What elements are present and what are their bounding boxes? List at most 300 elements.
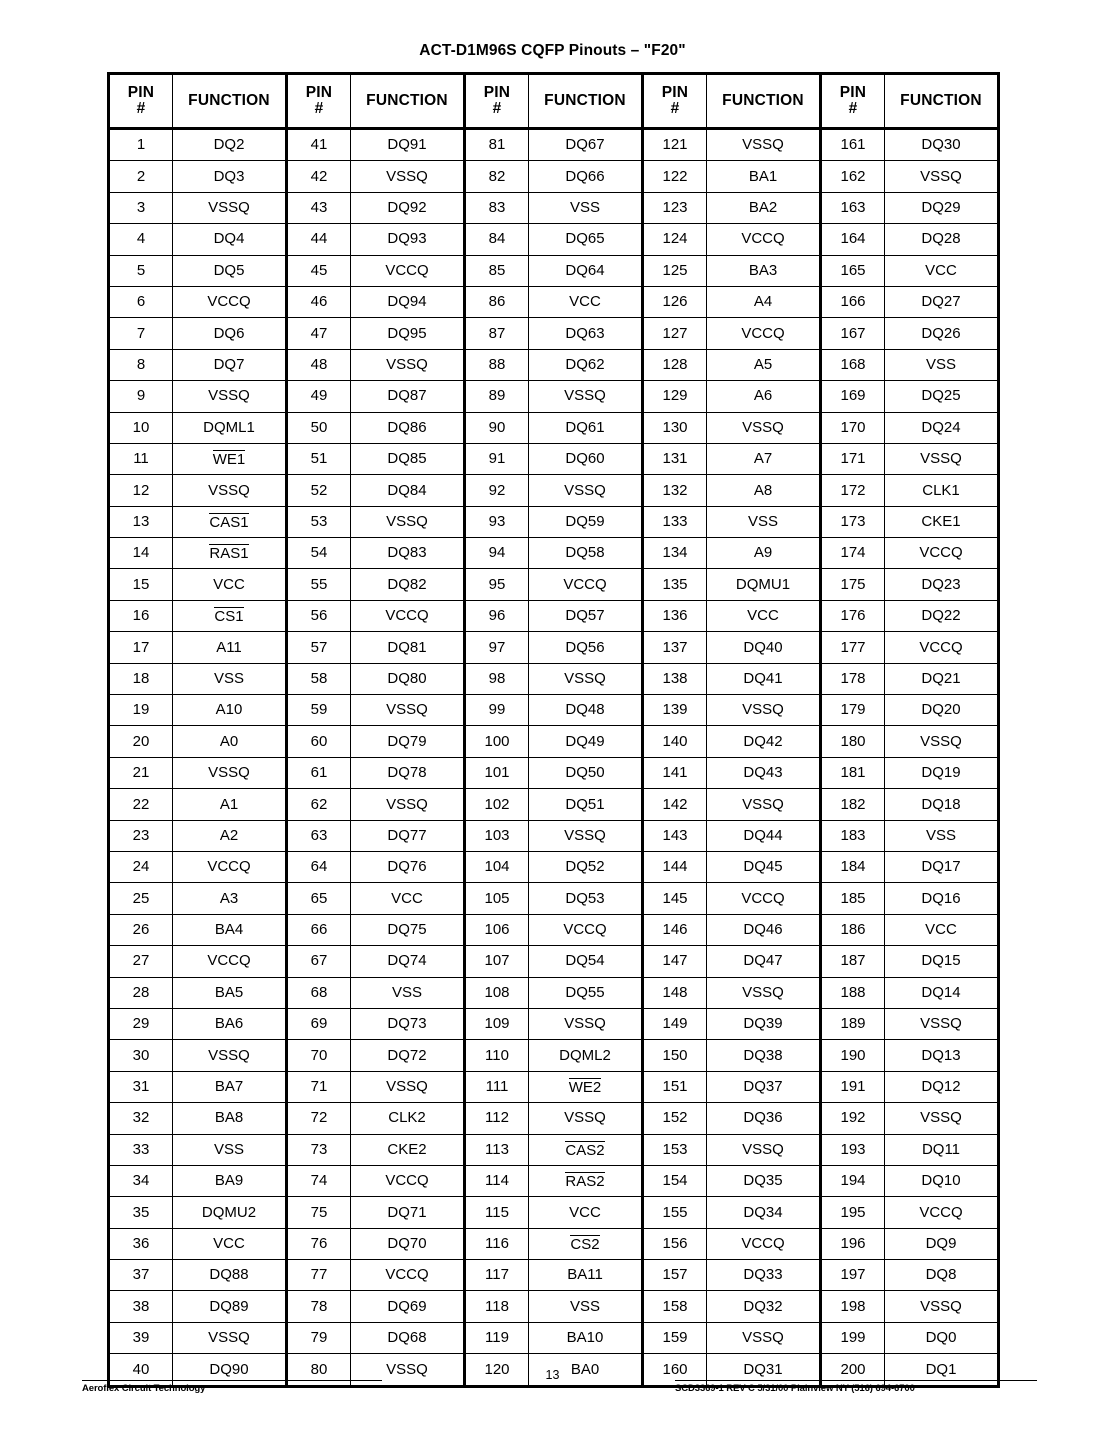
- pin-function-cell: DQ58: [529, 538, 643, 569]
- pin-function-cell: BA8: [173, 1103, 287, 1134]
- pin-number-cell: 197: [821, 1260, 885, 1291]
- pin-function-cell: DQ85: [351, 443, 465, 474]
- pin-function-cell: DQ88: [173, 1260, 287, 1291]
- pin-number-cell: 114: [465, 1165, 529, 1196]
- header-function-2: FUNCTION: [351, 74, 465, 129]
- pin-function-cell: VSSQ: [707, 129, 821, 161]
- pin-number-cell: 8: [109, 349, 173, 380]
- pin-number-cell: 154: [643, 1165, 707, 1196]
- pin-function-cell: DQ23: [885, 569, 999, 600]
- pin-function-cell: CLK1: [885, 475, 999, 506]
- pin-number-cell: 52: [287, 475, 351, 506]
- header-pin-hash: #: [670, 100, 680, 117]
- pin-function-cell: [529, 1071, 643, 1102]
- pin-function-cell: DQ67: [529, 129, 643, 161]
- pin-function-cell: DQ86: [351, 412, 465, 443]
- pin-function-cell: DQ37: [707, 1071, 821, 1102]
- pin-number-cell: 76: [287, 1228, 351, 1259]
- pin-function-cell: VCCQ: [885, 632, 999, 663]
- pin-function-cell: VSSQ: [173, 475, 287, 506]
- pin-number-cell: 84: [465, 224, 529, 255]
- header-pin-label: PIN: [661, 83, 689, 101]
- table-row: [109, 538, 999, 569]
- table-row: [109, 883, 999, 914]
- pin-function-cell: BA2: [707, 192, 821, 223]
- pin-number-cell: 123: [643, 192, 707, 223]
- table-row: [109, 349, 999, 380]
- pin-number-cell: 128: [643, 349, 707, 380]
- header-pin-label: PIN: [305, 83, 333, 101]
- pin-number-cell: 148: [643, 977, 707, 1008]
- header-pin-hash: #: [314, 100, 324, 117]
- header-pin-label: PIN: [127, 83, 155, 101]
- pin-number-cell: 86: [465, 286, 529, 317]
- pin-function-cell: VCC: [885, 914, 999, 945]
- pin-number-cell: 96: [465, 600, 529, 631]
- pin-number-cell: 196: [821, 1228, 885, 1259]
- pin-function-cell: VSS: [529, 192, 643, 223]
- table-row: [109, 381, 999, 412]
- footer-page-number: 13: [545, 1368, 560, 1382]
- pin-function-cell: VSS: [529, 1291, 643, 1322]
- pin-function-cell: VSS: [173, 663, 287, 694]
- pin-function-cell: VCCQ: [529, 914, 643, 945]
- pin-function-cell: BA3: [707, 255, 821, 286]
- pin-number-cell: 129: [643, 381, 707, 412]
- pin-function-cell: DQ75: [351, 914, 465, 945]
- header-function-4: FUNCTION: [707, 74, 821, 129]
- pin-function-cell: [529, 1134, 643, 1165]
- pin-function-cell: DQ33: [707, 1260, 821, 1291]
- pin-function-cell: BA9: [173, 1165, 287, 1196]
- table-header: [109, 74, 999, 129]
- pin-number-cell: 28: [109, 977, 173, 1008]
- pin-number-cell: 78: [287, 1291, 351, 1322]
- pin-number-cell: 93: [465, 506, 529, 537]
- pin-number-cell: 97: [465, 632, 529, 663]
- active-low-signal: WE2: [568, 1079, 602, 1097]
- pin-function-cell: A4: [707, 286, 821, 317]
- pin-number-cell: 118: [465, 1291, 529, 1322]
- active-low-signal: CAS2: [565, 1141, 605, 1159]
- pin-function-cell: DQ62: [529, 349, 643, 380]
- pin-function-cell: DQ0: [885, 1322, 999, 1353]
- table-row: [109, 1197, 999, 1228]
- pin-function-cell: A11: [173, 632, 287, 663]
- table-row: [109, 695, 999, 726]
- header-pin-3: [465, 74, 529, 129]
- pin-number-cell: 193: [821, 1134, 885, 1165]
- pin-function-cell: DQML1: [173, 412, 287, 443]
- pin-function-cell: DQ10: [885, 1165, 999, 1196]
- pin-number-cell: 133: [643, 506, 707, 537]
- pin-function-cell: VCCQ: [707, 318, 821, 349]
- table-row: [109, 1322, 999, 1353]
- pin-function-cell: DQ66: [529, 161, 643, 192]
- pin-number-cell: 136: [643, 600, 707, 631]
- pin-number-cell: 2: [109, 161, 173, 192]
- pin-function-cell: [529, 1165, 643, 1196]
- pin-number-cell: 120: [465, 1354, 529, 1386]
- pin-number-cell: 195: [821, 1197, 885, 1228]
- pin-function-cell: VSSQ: [707, 977, 821, 1008]
- pin-number-cell: 34: [109, 1165, 173, 1196]
- pin-function-cell: DQ2: [173, 129, 287, 161]
- pin-number-cell: 146: [643, 914, 707, 945]
- pin-number-cell: 184: [821, 851, 885, 882]
- pin-function-cell: VCC: [351, 883, 465, 914]
- pin-function-cell: VSS: [351, 977, 465, 1008]
- pin-function-cell: DQ38: [707, 1040, 821, 1071]
- pin-number-cell: 49: [287, 381, 351, 412]
- pin-number-cell: 186: [821, 914, 885, 945]
- pin-number-cell: 95: [465, 569, 529, 600]
- pin-number-cell: 38: [109, 1291, 173, 1322]
- pin-number-cell: 64: [287, 851, 351, 882]
- pin-number-cell: 57: [287, 632, 351, 663]
- table-row: [109, 1103, 999, 1134]
- pin-function-cell: VSSQ: [885, 1291, 999, 1322]
- pin-number-cell: 162: [821, 161, 885, 192]
- pin-number-cell: 23: [109, 820, 173, 851]
- pin-function-cell: A2: [173, 820, 287, 851]
- pin-number-cell: 176: [821, 600, 885, 631]
- pin-function-cell: DQ53: [529, 883, 643, 914]
- pin-function-cell: VSSQ: [173, 192, 287, 223]
- pin-number-cell: 88: [465, 349, 529, 380]
- header-function-1: FUNCTION: [173, 74, 287, 129]
- pin-number-cell: 1: [109, 129, 173, 161]
- pin-number-cell: 180: [821, 726, 885, 757]
- pin-number-cell: 43: [287, 192, 351, 223]
- pin-number-cell: 61: [287, 757, 351, 788]
- pin-number-cell: 189: [821, 1008, 885, 1039]
- pin-number-cell: 30: [109, 1040, 173, 1071]
- pin-function-cell: DQ35: [707, 1165, 821, 1196]
- pin-function-cell: VCCQ: [351, 1260, 465, 1291]
- pin-function-cell: DQ24: [885, 412, 999, 443]
- pin-number-cell: 155: [643, 1197, 707, 1228]
- pin-function-cell: A3: [173, 883, 287, 914]
- pin-number-cell: 22: [109, 789, 173, 820]
- pin-function-cell: A10: [173, 695, 287, 726]
- pin-function-cell: DQ76: [351, 851, 465, 882]
- table-row: [109, 286, 999, 317]
- pin-number-cell: 170: [821, 412, 885, 443]
- pin-function-cell: VCCQ: [707, 224, 821, 255]
- pin-function-cell: VSSQ: [885, 161, 999, 192]
- pin-number-cell: 26: [109, 914, 173, 945]
- pin-function-cell: DQ26: [885, 318, 999, 349]
- pin-number-cell: 169: [821, 381, 885, 412]
- pin-number-cell: 62: [287, 789, 351, 820]
- pin-function-cell: VCC: [529, 286, 643, 317]
- pin-number-cell: 116: [465, 1228, 529, 1259]
- pin-function-cell: DQ63: [529, 318, 643, 349]
- pin-function-cell: BA5: [173, 977, 287, 1008]
- table-row: [109, 1040, 999, 1071]
- pin-function-cell: DQ73: [351, 1008, 465, 1039]
- pin-number-cell: 199: [821, 1322, 885, 1353]
- pin-function-cell: DQ92: [351, 192, 465, 223]
- pin-function-cell: A8: [707, 475, 821, 506]
- pin-number-cell: 32: [109, 1103, 173, 1134]
- pin-function-cell: DQ59: [529, 506, 643, 537]
- pin-function-cell: DQ41: [707, 663, 821, 694]
- pin-number-cell: 194: [821, 1165, 885, 1196]
- pin-function-cell: VCC: [529, 1197, 643, 1228]
- pin-function-cell: VSSQ: [885, 1103, 999, 1134]
- pin-number-cell: 69: [287, 1008, 351, 1039]
- pin-number-cell: 164: [821, 224, 885, 255]
- pin-number-cell: 121: [643, 129, 707, 161]
- pin-function-cell: DQ91: [351, 129, 465, 161]
- pin-number-cell: 158: [643, 1291, 707, 1322]
- pin-number-cell: 107: [465, 946, 529, 977]
- pin-number-cell: 81: [465, 129, 529, 161]
- pin-number-cell: 183: [821, 820, 885, 851]
- pin-number-cell: 132: [643, 475, 707, 506]
- pin-function-cell: DQ9: [885, 1228, 999, 1259]
- pin-function-cell: DQ25: [885, 381, 999, 412]
- pin-function-cell: DQ65: [529, 224, 643, 255]
- table-row: [109, 192, 999, 223]
- table-row: [109, 475, 999, 506]
- pin-function-cell: VSSQ: [885, 1008, 999, 1039]
- pin-function-cell: CKE2: [351, 1134, 465, 1165]
- header-pin-4: [643, 74, 707, 129]
- pin-function-cell: DQMU2: [173, 1197, 287, 1228]
- pin-number-cell: 111: [465, 1071, 529, 1102]
- pin-function-cell: DQ83: [351, 538, 465, 569]
- pin-function-cell: [173, 443, 287, 474]
- pin-function-cell: DQ7: [173, 349, 287, 380]
- pin-function-cell: DQ56: [529, 632, 643, 663]
- pin-function-cell: DQ5: [173, 255, 287, 286]
- table-row: [109, 726, 999, 757]
- pin-number-cell: 79: [287, 1322, 351, 1353]
- pin-number-cell: 160: [643, 1354, 707, 1386]
- pin-number-cell: 150: [643, 1040, 707, 1071]
- pin-number-cell: 185: [821, 883, 885, 914]
- table-row: [109, 412, 999, 443]
- pin-function-cell: DQ14: [885, 977, 999, 1008]
- pin-number-cell: 149: [643, 1008, 707, 1039]
- header-pin-2: [287, 74, 351, 129]
- pin-function-cell: DQML2: [529, 1040, 643, 1071]
- pin-number-cell: 7: [109, 318, 173, 349]
- pin-function-cell: DQ90: [173, 1354, 287, 1386]
- pin-number-cell: 71: [287, 1071, 351, 1102]
- pin-function-cell: DQ13: [885, 1040, 999, 1071]
- pin-function-cell: DQ39: [707, 1008, 821, 1039]
- table-row: [109, 977, 999, 1008]
- table-body: [109, 129, 999, 1387]
- pin-number-cell: 67: [287, 946, 351, 977]
- pin-number-cell: 127: [643, 318, 707, 349]
- pin-number-cell: 82: [465, 161, 529, 192]
- pin-function-cell: VCC: [173, 1228, 287, 1259]
- pin-number-cell: 103: [465, 820, 529, 851]
- pin-number-cell: 104: [465, 851, 529, 882]
- pin-function-cell: VSSQ: [173, 757, 287, 788]
- table-row: [109, 129, 999, 161]
- pin-function-cell: DQ3: [173, 161, 287, 192]
- pin-number-cell: 110: [465, 1040, 529, 1071]
- pin-function-cell: DQ78: [351, 757, 465, 788]
- pin-number-cell: 165: [821, 255, 885, 286]
- table-row: [109, 1134, 999, 1165]
- table-row: [109, 1165, 999, 1196]
- pin-function-cell: DQ47: [707, 946, 821, 977]
- pin-function-cell: VSSQ: [529, 381, 643, 412]
- table-row: [109, 663, 999, 694]
- pin-number-cell: 33: [109, 1134, 173, 1165]
- pin-number-cell: 47: [287, 318, 351, 349]
- table-row: [109, 1071, 999, 1102]
- pin-function-cell: DQ74: [351, 946, 465, 977]
- pin-function-cell: [173, 600, 287, 631]
- pin-number-cell: 6: [109, 286, 173, 317]
- pin-function-cell: DQ32: [707, 1291, 821, 1322]
- pin-number-cell: 42: [287, 161, 351, 192]
- table-row: [109, 851, 999, 882]
- pin-number-cell: 15: [109, 569, 173, 600]
- header-function-5: FUNCTION: [885, 74, 999, 129]
- pinout-table: [107, 72, 1000, 1388]
- pin-number-cell: 74: [287, 1165, 351, 1196]
- pin-function-cell: DQ36: [707, 1103, 821, 1134]
- pin-function-cell: VCCQ: [885, 538, 999, 569]
- pin-function-cell: DQ64: [529, 255, 643, 286]
- pin-number-cell: 44: [287, 224, 351, 255]
- pin-number-cell: 124: [643, 224, 707, 255]
- pin-function-cell: DQ77: [351, 820, 465, 851]
- pin-function-cell: VCC: [885, 255, 999, 286]
- pin-function-cell: VSSQ: [529, 1008, 643, 1039]
- pin-number-cell: 12: [109, 475, 173, 506]
- pin-function-cell: DQ48: [529, 695, 643, 726]
- pin-function-cell: DQ61: [529, 412, 643, 443]
- header-pin-1: [109, 74, 173, 129]
- pin-number-cell: 3: [109, 192, 173, 223]
- pin-function-cell: VSSQ: [173, 381, 287, 412]
- pin-function-cell: VCCQ: [529, 569, 643, 600]
- pin-function-cell: DQ8: [885, 1260, 999, 1291]
- header-pin-label: PIN: [839, 83, 867, 101]
- pin-number-cell: 20: [109, 726, 173, 757]
- pin-function-cell: DQ95: [351, 318, 465, 349]
- pin-number-cell: 89: [465, 381, 529, 412]
- pin-number-cell: 99: [465, 695, 529, 726]
- pin-number-cell: 113: [465, 1134, 529, 1165]
- pin-function-cell: VSSQ: [351, 1354, 465, 1386]
- pin-function-cell: VSSQ: [173, 1040, 287, 1071]
- pin-number-cell: 187: [821, 946, 885, 977]
- pin-number-cell: 55: [287, 569, 351, 600]
- pin-number-cell: 191: [821, 1071, 885, 1102]
- pin-number-cell: 94: [465, 538, 529, 569]
- pin-function-cell: BA6: [173, 1008, 287, 1039]
- pin-number-cell: 119: [465, 1322, 529, 1353]
- pin-function-cell: DQ42: [707, 726, 821, 757]
- pin-number-cell: 105: [465, 883, 529, 914]
- active-low-signal: CS1: [214, 608, 244, 626]
- pin-number-cell: 59: [287, 695, 351, 726]
- pin-number-cell: 179: [821, 695, 885, 726]
- pin-function-cell: DQ6: [173, 318, 287, 349]
- pin-function-cell: DQ94: [351, 286, 465, 317]
- pin-number-cell: 200: [821, 1354, 885, 1386]
- pin-number-cell: 167: [821, 318, 885, 349]
- pin-number-cell: 37: [109, 1260, 173, 1291]
- pin-number-cell: 21: [109, 757, 173, 788]
- pin-function-cell: DQ93: [351, 224, 465, 255]
- pin-number-cell: 175: [821, 569, 885, 600]
- pin-function-cell: VSSQ: [173, 1322, 287, 1353]
- pin-function-cell: DQ34: [707, 1197, 821, 1228]
- pin-function-cell: VSSQ: [885, 726, 999, 757]
- pin-number-cell: 51: [287, 443, 351, 474]
- pin-number-cell: 142: [643, 789, 707, 820]
- pin-function-cell: DQ28: [885, 224, 999, 255]
- pin-number-cell: 181: [821, 757, 885, 788]
- pin-function-cell: DQ44: [707, 820, 821, 851]
- table-row: [109, 255, 999, 286]
- pin-number-cell: 14: [109, 538, 173, 569]
- pin-function-cell: DQ60: [529, 443, 643, 474]
- pin-function-cell: DQ40: [707, 632, 821, 663]
- pin-number-cell: 41: [287, 129, 351, 161]
- pin-number-cell: 91: [465, 443, 529, 474]
- pin-number-cell: 13: [109, 506, 173, 537]
- pin-function-cell: DQ19: [885, 757, 999, 788]
- pin-number-cell: 17: [109, 632, 173, 663]
- pin-function-cell: BA10: [529, 1322, 643, 1353]
- pin-function-cell: DQ22: [885, 600, 999, 631]
- pin-number-cell: 134: [643, 538, 707, 569]
- pin-function-cell: A9: [707, 538, 821, 569]
- pin-function-cell: VCC: [173, 569, 287, 600]
- active-low-signal: WE1: [212, 451, 246, 469]
- pin-number-cell: 188: [821, 977, 885, 1008]
- active-low-signal: CS2: [570, 1235, 600, 1253]
- pin-function-cell: DQ54: [529, 946, 643, 977]
- table-row: [109, 600, 999, 631]
- pin-number-cell: 106: [465, 914, 529, 945]
- pin-number-cell: 85: [465, 255, 529, 286]
- pin-number-cell: 58: [287, 663, 351, 694]
- pin-number-cell: 102: [465, 789, 529, 820]
- pin-function-cell: VSSQ: [351, 349, 465, 380]
- pin-function-cell: VCCQ: [173, 946, 287, 977]
- pin-function-cell: DQ1: [885, 1354, 999, 1386]
- pin-function-cell: BA1: [707, 161, 821, 192]
- pin-function-cell: DQ51: [529, 789, 643, 820]
- pin-function-cell: VSS: [885, 820, 999, 851]
- table-row: [109, 1291, 999, 1322]
- pin-function-cell: VCCQ: [173, 851, 287, 882]
- pin-function-cell: VCCQ: [351, 1165, 465, 1196]
- pin-function-cell: BA11: [529, 1260, 643, 1291]
- pin-function-cell: DQ52: [529, 851, 643, 882]
- table-row: [109, 443, 999, 474]
- pin-number-cell: 40: [109, 1354, 173, 1386]
- pin-number-cell: 145: [643, 883, 707, 914]
- pin-number-cell: 92: [465, 475, 529, 506]
- page-title: ACT-D1M96S CQFP Pinouts – "F20": [419, 42, 686, 59]
- footer-document-id: SCD3369-1 REV C 5/31/00 Plainview NY (516) 694-6700: [675, 1380, 1037, 1394]
